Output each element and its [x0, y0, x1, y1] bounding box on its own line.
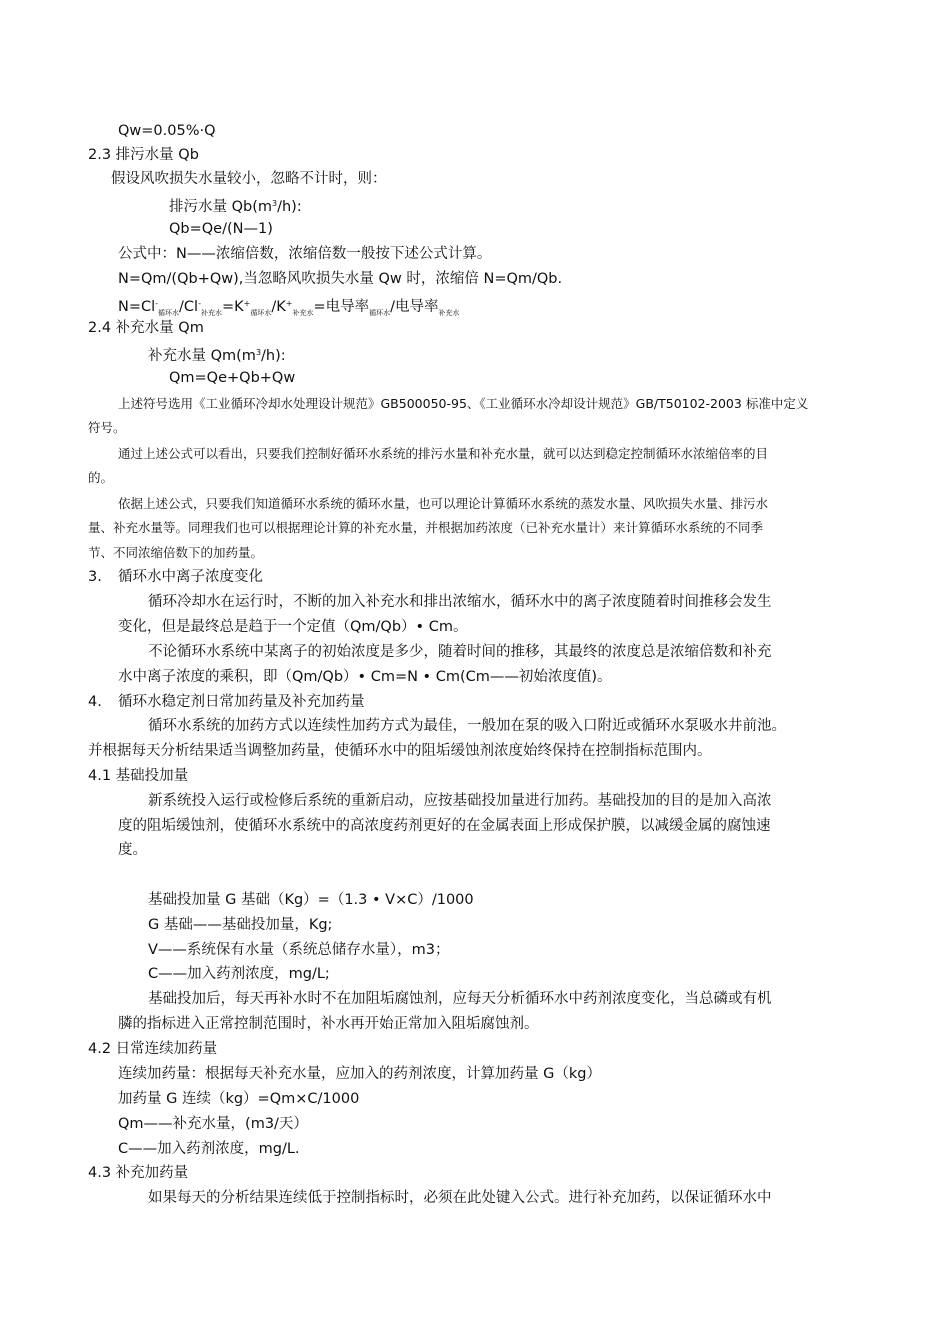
qw-formula: Qw=0.05%·Q: [118, 123, 216, 139]
note-control-line1: 通过上述公式可以看出，只要我们控制好循环水系统的排污水量和补充水量，就可以达到稳定控制循环水浓缩倍率的目: [118, 446, 769, 461]
section-4-1-para2-line2: 膦的指标进入正常控制范围时，补水再开始正常加入阻垢腐蚀剂。: [118, 1016, 539, 1032]
section-4-1-para2-line1: 基础投加后，每天再补水时不在加阻垢腐蚀剂，应每天分析循环水中药剂浓度变化，当总磷或有机: [148, 991, 772, 1007]
section-4-para-line2: 并根据每天分析结果适当调整加药量，使循环水中的阻垢缓蚀剂浓度始终保持在控制指标范围内。: [88, 743, 712, 759]
concentration-ratio-formula: $N=Cl^-_{循环水}/Cl^-_{补充水}=K^+_{循环水}/K^+_{补充水}=$电导率$_{循环水}$/电导率$_{补充水}$: [118, 299, 460, 317]
section-3-title: 循环水中离子浓度变化: [118, 569, 263, 585]
base-dose-formula: 基础投加量 G 基础（Kg）=（1.3 • V×C）/1000: [148, 892, 474, 908]
section-4-3-heading: 4.3 补充加药量: [88, 1165, 189, 1181]
base-dose-def-c: C——加入药剂浓度，mg/L;: [148, 966, 330, 982]
note-calc-line2: 量、补充水量等。同理我们也可以根据理论计算的补充水量，并根据加药浓度（已补充水量计）来计算循环水系统的不同季: [88, 520, 764, 535]
discharge-formula: Qb=Qe/(N—1): [169, 221, 273, 237]
continuous-dose-def-qm: Qm——补充水量，(m3/天）: [118, 1116, 308, 1132]
section-3-para1-line2: 变化，但是最终总是趋于一个定值（Qm/Qb）• Cm。: [118, 619, 468, 635]
section-3-para2-line2: 水中离子浓度的乘积，即（Qm/Qb）• Cm=N • Cm(Cm——初始浓度值)。: [118, 669, 612, 685]
note-control-line2: 的。: [88, 470, 114, 485]
note-symbols-line2: 符号。: [88, 420, 126, 435]
note-calc-line3: 节、不同浓缩倍数下的加药量。: [88, 545, 264, 560]
continuous-dose-formula: 加药量 G 连续（kg）=Qm×C/1000: [118, 1091, 360, 1107]
base-dose-def-g: G 基础——基础投加量，Kg;: [148, 917, 333, 933]
section-4-1-para1-line1: 新系统投入运行或检修后系统的重新启动，应按基础投加量进行加药。基础投加的目的是加入高浓: [148, 793, 772, 809]
n-definition: 公式中：N——浓缩倍数，浓缩倍数一般按下述公式计算。: [118, 246, 492, 262]
section-2-3-heading: 2.3 排污水量 Qb: [88, 147, 199, 163]
n-formula: N=Qm/(Qb+Qw),当忽略风吹损失水量 Qw 时，浓缩倍 N=Qm/Qb.: [118, 271, 563, 287]
section-4-2-heading: 4.2 日常连续加药量: [88, 1041, 218, 1057]
note-calc-line1: 依据上述公式，只要我们知道循环水系统的循环水量，也可以理论计算循环水系统的蒸发水量、风吹损失水量、排污水: [118, 496, 769, 511]
section-4-1-heading: 4.1 基础投加量: [88, 768, 189, 784]
note-symbols-line1: 上述符号选用《工业循环冷却水处理设计规范》GB500050-95、《工业循环水冷却设计规范》GB/T50102-2003 标准中定义: [118, 396, 809, 411]
section-2-4-heading: 2.4 补充水量 Qm: [88, 320, 204, 336]
makeup-formula: Qm=Qe+Qb+Qw: [169, 370, 296, 386]
section-4-number: 4.: [88, 694, 102, 710]
section-4-para-line1: 循环水系统的加药方式以连续性加药方式为最佳，一般加在泵的吸入口附近或循环水泵吸水井前池。: [148, 718, 786, 734]
section-3-para2-line1: 不论循环水系统中某离子的初始浓度是多少，随着时间的推移，其最终的浓度总是浓缩倍数和补充: [148, 644, 772, 660]
continuous-dose-text: 连续加药量：根据每天补充水量，应加入的药剂浓度，计算加药量 G（kg）: [118, 1066, 601, 1082]
makeup-label: 补充水量 $Qm(m^3/h)$:: [148, 348, 286, 364]
section-3-number: 3.: [88, 569, 102, 585]
section-3-para1-line1: 循环冷却水在运行时，不断的加入补充水和排出浓缩水，循环水中的离子浓度随着时间推移会发生: [148, 594, 772, 610]
base-dose-def-v: V——系统保有水量（系统总储存水量），m3；: [148, 942, 450, 958]
continuous-dose-def-c: C——加入药剂浓度，mg/L.: [118, 1141, 300, 1157]
section-4-title: 循环水稳定剂日常加药量及补充加药量: [118, 694, 365, 710]
section-4-1-para1-line2: 度的阻垢缓蚀剂，使循环水系统中的高浓度药剂更好的在金属表面上形成保护膜，以减缓金属的腐蚀速: [118, 818, 771, 834]
assumption-text: 假设风吹损失水量较小，忽略不计时，则：: [111, 171, 387, 187]
section-4-1-para1-line3: 度。: [118, 842, 147, 858]
section-4-3-para-line1: 如果每天的分析结果连续低于控制指标时，必须在此处键入公式。进行补充加药，以保证循环水中: [148, 1190, 772, 1206]
discharge-label: 排污水量 $Qb(m^3/h)$:: [169, 199, 302, 215]
